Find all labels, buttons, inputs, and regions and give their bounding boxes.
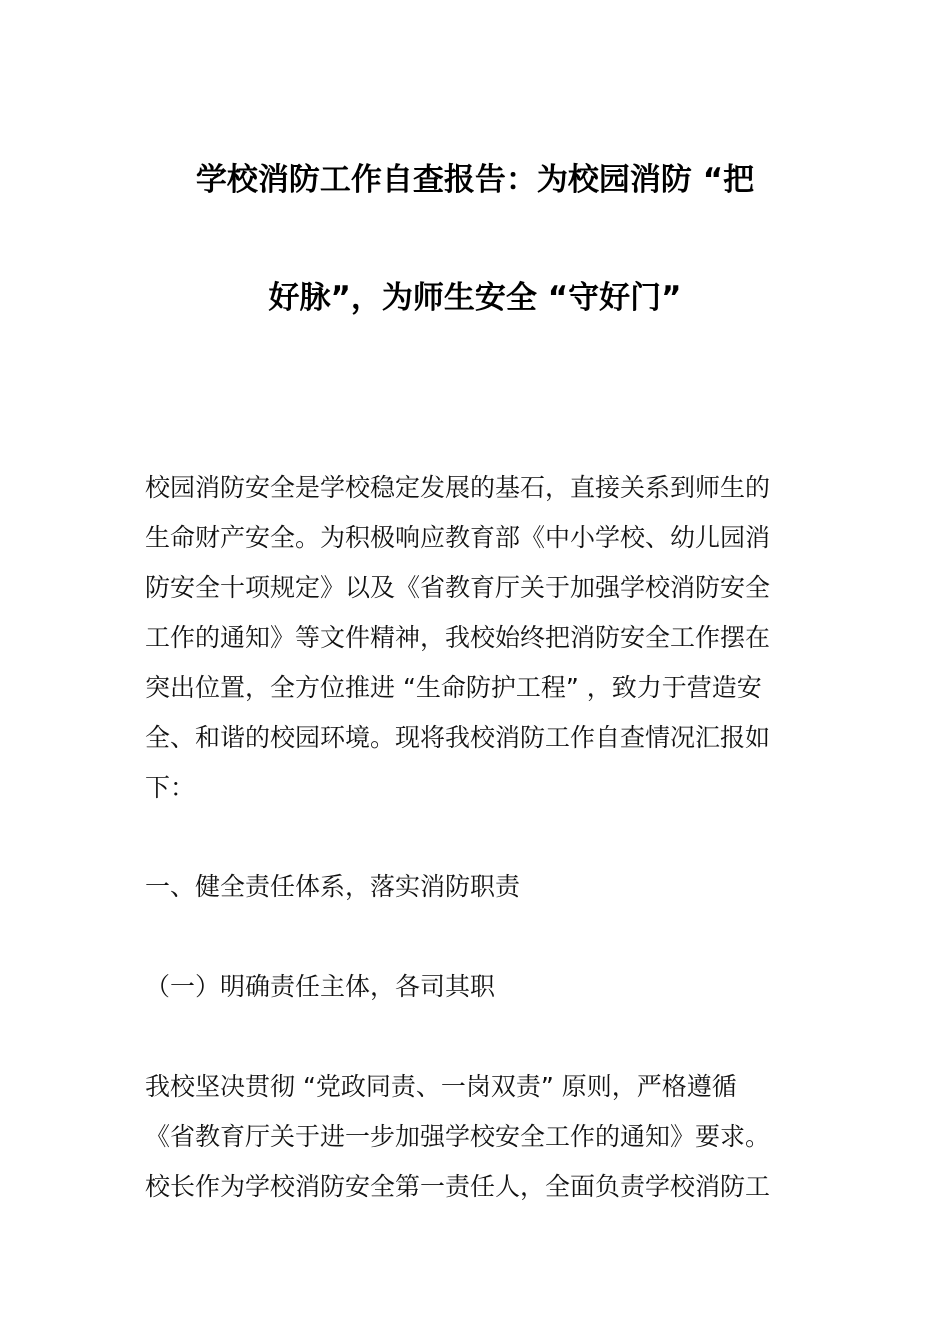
intro-paragraph-line: 下： xyxy=(145,773,196,802)
subsection-heading xyxy=(145,962,809,1012)
section-heading-text: 一、健全责任体系，落实消防职责 xyxy=(145,872,521,901)
document-title-line-1: 学校消防工作自查报告：为校园消防 “把 xyxy=(195,162,755,198)
section-heading xyxy=(145,862,809,912)
intro-paragraph-line: 生命财产安全。为积极响应教育部《中小学校、幼儿园消 xyxy=(145,523,771,552)
body-paragraph-line: 校长作为学校消防安全第一责任人，全面负责学校消防工 xyxy=(145,1172,771,1201)
intro-paragraph xyxy=(145,463,809,813)
intro-paragraph-line: 防安全十项规定》以及《省教育厅关于加强学校消防安全 xyxy=(145,573,771,602)
intro-paragraph-line: 工作的通知》等文件精神，我校始终把消防安全工作摆在 xyxy=(145,623,771,652)
body-paragraph-line: 《省教育厅关于进一步加强学校安全工作的通知》要求。 xyxy=(145,1122,771,1151)
body-paragraph-line: 我校坚决贯彻 “党政同责、一岗双责” 原则，严格遵循 xyxy=(145,1072,737,1101)
document-title-line-2: 好脉”，为师生安全 “守好门” xyxy=(268,280,682,316)
intro-paragraph-line: 全、和谐的校园环境。现将我校消防工作自查情况汇报如 xyxy=(145,723,771,752)
body-paragraph xyxy=(145,1062,809,1212)
subsection-heading-text: （一）明确责任主体，各司其职 xyxy=(145,972,496,1001)
intro-paragraph-line: 突出位置，全方位推进 “生命防护工程” ，致力于营造安 xyxy=(145,673,762,702)
intro-paragraph-line: 校园消防安全是学校稳定发展的基石，直接关系到师生的 xyxy=(145,473,771,502)
